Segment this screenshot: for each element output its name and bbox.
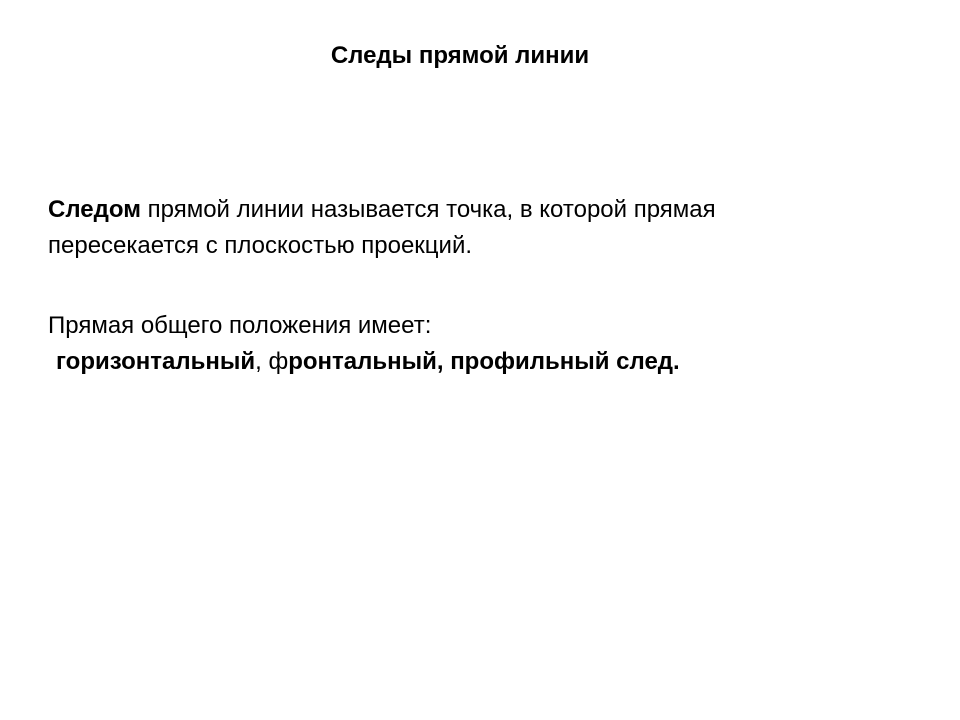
- trace-horizontal: горизонтальный: [56, 348, 256, 375]
- trace-frontal-prefix: ф: [268, 348, 289, 375]
- definition-line-1: [48, 192, 938, 228]
- definition-term: Следом: [48, 196, 141, 223]
- trace-separator: ,: [255, 348, 269, 375]
- slide-title: Следы прямой линии: [330, 42, 590, 69]
- trace-frontal-profile: ронтальный, профильный след.: [288, 348, 680, 375]
- general-line-paragraph: [48, 308, 938, 380]
- definition-paragraph: [48, 192, 938, 264]
- definition-line-1-rest: прямой линии называется точка, в которой прямая: [140, 196, 716, 223]
- definition-line-2: пересекается с плоскостью проекций.: [48, 232, 473, 259]
- general-line-intro: Прямая общего положения имеет:: [48, 312, 432, 339]
- traces-list-line: [48, 344, 938, 380]
